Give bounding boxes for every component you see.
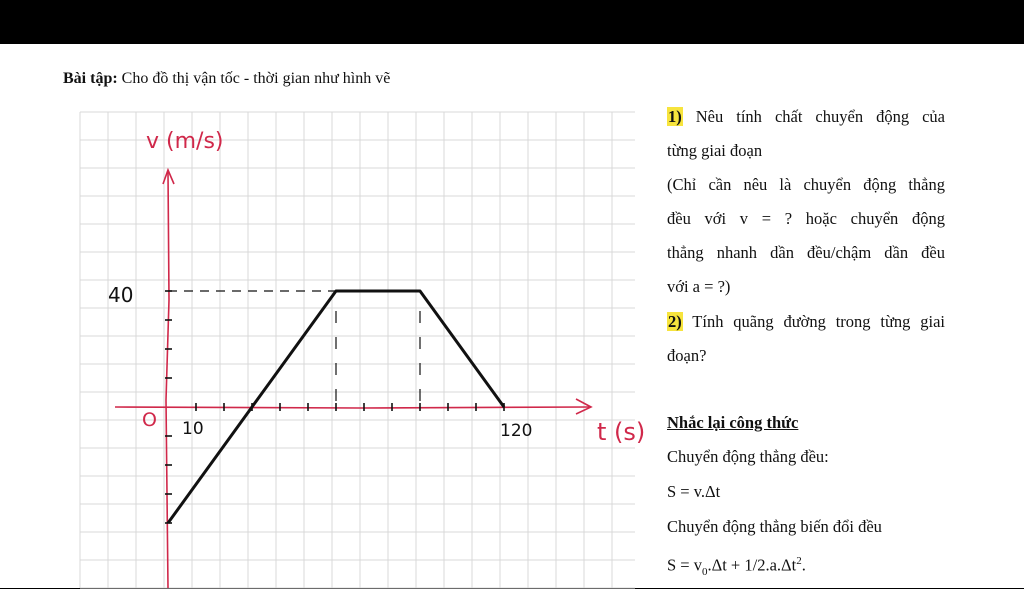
question-1-line [667,100,945,135]
question-2-line-2: đoạn? [667,346,707,365]
question-2-line [667,305,945,340]
question-1-line-3: (Chỉ cần nêu là chuyển động thẳng [667,175,945,194]
origin-label: O [142,409,157,431]
question-2-text: Tính quãng đường trong từng giai [692,312,945,331]
y-axis-label: v (m/s) [146,129,224,154]
uniform-motion-label: Chuyển động thẳng đều: [667,447,829,466]
y-axis-line [166,172,169,588]
question-1-number: 1) [668,107,682,126]
graph-axes [115,170,591,588]
question-1-line-4: đều với v = ? hoặc chuyển động [667,209,945,228]
question-1-line-6: với a = ?) [667,277,731,296]
graph-labels [108,129,645,446]
formula-part-main: S = v [667,555,702,575]
formula-part-superscript: 2 [796,555,802,567]
x-tick-label-120: 120 [500,421,533,441]
variable-motion-formula [667,544,806,589]
exercise-prompt: Cho đồ thị vận tốc - thời gian như hình vẽ [121,70,391,87]
formula-part-subscript: 0 [701,565,708,578]
formula-heading: Nhắc lại công thức [667,413,799,432]
question-2-number: 2) [668,312,682,331]
y-tick-label-40: 40 [108,283,134,307]
exercise-label: Bài tập: [63,70,118,87]
exercise-title [63,70,390,88]
uniform-motion-formula: S = v.Δt [667,482,721,501]
x-axis-line [115,407,590,408]
variable-motion-label: Chuyển động thẳng biến đổi đều [667,517,882,536]
formula-part-end: . [801,555,806,575]
question-1-line-5: thẳng nhanh dần đều/chậm dần đều [667,243,945,262]
question-1-text: Nêu tính chất chuyển động của [695,107,946,126]
formula-part-rest: .Δt + 1/2.a.Δt [707,555,797,575]
x-tick-label-10: 10 [182,419,204,439]
x-axis-label: t (s) [597,418,646,446]
velocity-time-graph [60,100,646,588]
question-1-line-2: từng giai đoạn [667,141,763,160]
